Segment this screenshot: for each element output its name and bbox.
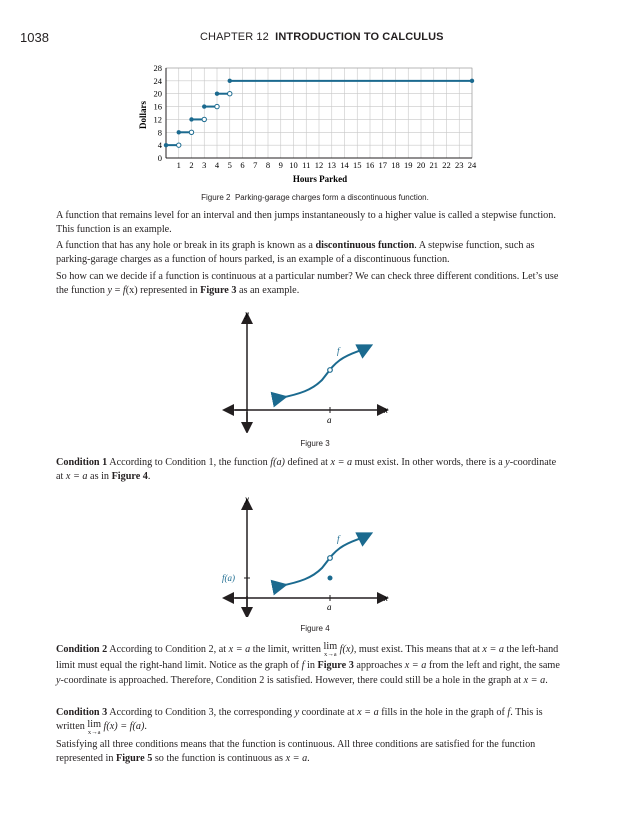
x-tick-label: 19 <box>404 160 413 170</box>
x-tick-label: 12 <box>314 160 324 170</box>
x-tick-label: 16 <box>365 160 375 170</box>
closed-endpoint <box>164 143 168 147</box>
x-tick-label: 8 <box>265 160 271 170</box>
figure-2-chart <box>130 60 490 190</box>
open-endpoint <box>177 143 181 147</box>
condition-1-paragraph: Condition 1 According to Condition 1, the function f(a) defined at x = a must exist. In other words, there is a y-coordinate at x = a as in Figure 4. <box>56 457 557 482</box>
point-fa <box>328 576 333 581</box>
paragraph-continuous: Satisfying all three conditions means that the function is continuous. All three conditions are satisfied for the function represented in Figure 5 so the function is continuous as x = a. <box>56 739 536 764</box>
x-tick-label: 15 <box>353 160 362 170</box>
a-label: a <box>327 415 332 425</box>
closed-endpoint <box>228 79 232 83</box>
fa-label: f(a) <box>222 573 235 583</box>
function-curve <box>280 536 366 586</box>
x-tick-label: 24 <box>467 160 477 170</box>
y-axis-label: y <box>245 494 249 504</box>
open-endpoint <box>189 130 193 134</box>
x-tick-labels <box>177 160 477 170</box>
figure-2-caption <box>0 193 630 202</box>
figure-4-caption: Figure 4 <box>300 624 330 633</box>
condition-1-title: Condition 1 <box>56 457 108 468</box>
y-tick-label: 0 <box>157 153 162 163</box>
closed-endpoint <box>202 104 206 108</box>
x-tick-label: 7 <box>253 160 258 170</box>
limit-notation-2: lim x→a <box>87 719 101 736</box>
condition-3-title: Condition 3 <box>56 707 108 718</box>
y-axis-label: y <box>245 309 249 319</box>
x-tick-label: 9 <box>278 160 283 170</box>
paragraph-stepwise: A function that remains level for an interval and then jumps instantaneously to a higher value is called a stepwise function. This function is an example. <box>56 210 556 235</box>
figure-3-caption: Figure 3 <box>300 439 330 448</box>
x-axis-label: x <box>384 405 388 415</box>
page-header <box>20 30 610 46</box>
a-label: a <box>327 602 332 612</box>
chapter-heading <box>200 31 444 43</box>
figure-3-graph <box>220 308 400 433</box>
x-tick-label: 5 <box>227 160 232 170</box>
closed-endpoint <box>177 130 181 134</box>
x-tick-label: 1 <box>176 160 181 170</box>
y-axis-label: Dollars <box>138 101 148 129</box>
x-tick-label: 3 <box>202 160 207 170</box>
open-endpoint <box>215 104 219 108</box>
y-tick-label: 12 <box>153 114 162 125</box>
x-tick-label: 13 <box>327 160 336 170</box>
page-number: 1038 <box>20 30 49 45</box>
x-tick-label: 4 <box>214 160 220 170</box>
point-at-a <box>328 368 333 373</box>
f-label: f <box>337 346 340 356</box>
limit-notation: lim x→a <box>323 641 338 658</box>
x-axis-label: Hours Parked <box>292 174 348 184</box>
x-tick-label: 11 <box>302 160 311 170</box>
chapter-label: CHAPTER 12 <box>200 31 269 43</box>
condition-2-paragraph: Condition 2 According to Condition 2, at x = a the limit, written lim x→a f(x), must exist. This means that at x = a the left-hand limit must equal the right-hand limit. Notice as the graph of f in Figure 3 approaches x = a from the left and right, the same y-coordinate is approached. Therefore, Condition 2 is satisfied. However, there could still be a hole in the graph at x = a. <box>56 641 560 686</box>
chapter-title: INTRODUCTION TO CALCULUS <box>275 31 444 43</box>
x-tick-label: 17 <box>378 160 387 170</box>
paragraph-discontinuous: A function that has any hole or break in its graph is known as a discontinuous function. A stepwise function, such as parking-garage charges as a function of hours parked, is an example of a discontinuous function. <box>56 240 535 265</box>
x-axis-label: x <box>384 593 388 603</box>
y-tick-label: 28 <box>153 63 162 73</box>
f-label: f <box>337 534 340 544</box>
figure-3-reference: Figure 3 <box>200 285 237 296</box>
x-tick-label: 6 <box>240 160 245 170</box>
figure-4-reference: Figure 4 <box>111 471 148 482</box>
hole-at-a <box>328 556 333 561</box>
x-tick-label: 23 <box>455 160 464 170</box>
condition-2-title: Condition 2 <box>56 644 108 655</box>
x-tick-label: 14 <box>340 160 349 170</box>
x-tick-label: 22 <box>442 160 451 170</box>
y-tick-label: 16 <box>153 101 162 112</box>
figure-4-graph <box>220 492 400 617</box>
figure-5-reference: Figure 5 <box>115 753 153 764</box>
figure-2-caption-label: Figure 2 <box>201 193 231 202</box>
x-tick-label: 20 <box>416 160 426 170</box>
x-tick-label: 18 <box>391 160 400 170</box>
y-tick-label: 8 <box>157 127 162 138</box>
function-curve <box>280 348 366 398</box>
closed-endpoint <box>215 92 219 96</box>
closed-endpoint <box>189 117 193 121</box>
open-endpoint <box>228 92 232 96</box>
y-tick-label: 4 <box>157 140 162 151</box>
x-tick-label: 21 <box>429 160 438 170</box>
open-endpoint <box>202 117 206 121</box>
closed-endpoint <box>470 79 474 83</box>
y-tick-label: 20 <box>153 88 162 99</box>
figure-2-caption-text: Parking-garage charges form a discontinuous function. <box>234 193 429 202</box>
y-tick-labels <box>154 63 163 163</box>
figure-3-reference-2: Figure 3 <box>317 660 354 671</box>
term-discontinuous-function: discontinuous function <box>315 240 415 251</box>
x-tick-label: 2 <box>189 160 194 170</box>
condition-3-paragraph: Condition 3 According to Condition 3, the corresponding y coordinate at x = a fills in the hole in the graph of f. This is written lim x→a f(x) = f(a). <box>56 707 543 736</box>
x-tick-label: 10 <box>289 160 298 170</box>
paragraph-three-conditions: So how can we decide if a function is continuous at a particular number? We can check three different conditions. Let’s use the function y = f(x) represented in Figure 3 as an example. <box>56 271 559 296</box>
y-tick-label: 24 <box>153 75 162 86</box>
